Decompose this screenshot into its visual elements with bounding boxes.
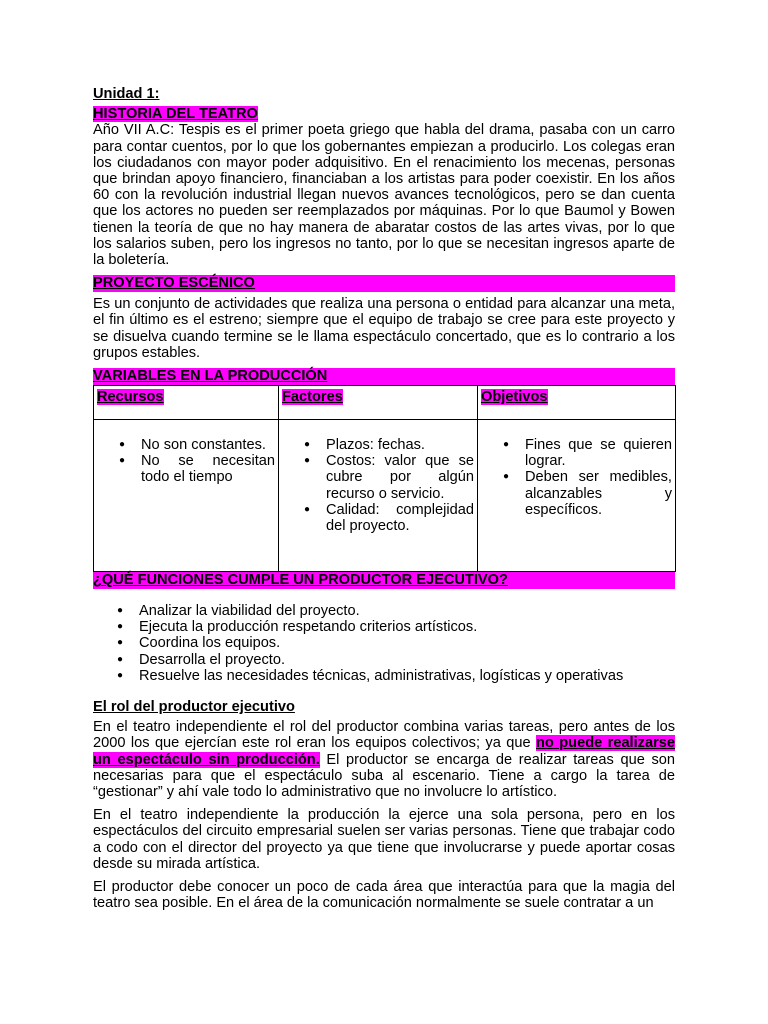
list-item: ● Desarrolla el proyecto. bbox=[139, 652, 675, 668]
recursos-list bbox=[97, 437, 275, 486]
funciones-heading-text: ¿QUÉ FUNCIONES CUMPLE UN PRODUCTOR EJECUTIVO? bbox=[93, 572, 675, 589]
rol-heading-text: El rol del productor ejecutivo bbox=[93, 699, 295, 716]
list-item: ● Deben ser medibles, alcanzables y específicos. bbox=[525, 469, 672, 518]
variables-heading-text: VARIABLES EN LA PRODUCCIÓN bbox=[93, 368, 675, 385]
cell-factores bbox=[279, 420, 478, 572]
document-body bbox=[93, 86, 675, 912]
rol-paragraph-1: En el teatro independiente el rol del productor combina varias tareas, pero antes de los 2000 los que ejercían este rol eran los equipos colectivos; ya que no puede realizarse un espectáculo sin producción. El productor se encarga de realizar tareas que son necesarias para que el espectáculo suba al escenario. Tiene a cargo la tarea de “gestionar” y ahí vale todo lo administrativo que no involucre lo artístico. bbox=[93, 719, 675, 801]
proyecto-paragraph: Es un conjunto de actividades que realiza una persona o entidad para alcanzar una meta, el fin último es el estreno; siempre que el equipo de trabajo se cree para este proyecto y se disuelva cuando termine se le llama espectáculo concertado, que es lo contrario a los grupos estables. bbox=[93, 296, 675, 361]
list-item: ● No se necesitan todo el tiempo bbox=[141, 453, 275, 485]
historia-heading-text: HISTORIA DEL TEATRO bbox=[93, 106, 258, 123]
section-heading-variables bbox=[93, 368, 675, 385]
list-item: ● Coordina los equipos. bbox=[139, 635, 675, 651]
proyecto-heading-text: PROYECTO ESCÉNICO bbox=[93, 275, 675, 292]
rol-highlight: no puede realizarse un espectáculo sin producción. bbox=[93, 735, 675, 768]
header-cell-recursos: Recursos bbox=[94, 386, 279, 420]
cell-objetivos bbox=[478, 420, 676, 572]
rol-paragraph-3: El productor debe conocer un poco de cada área que interactúa para que la magia del teatro sea posible. En el área de la comunicación normalmente se suele contratar a un bbox=[93, 879, 675, 912]
list-item: ● Plazos: fechas. bbox=[326, 437, 474, 453]
variables-body-row bbox=[94, 420, 676, 572]
rol-heading bbox=[93, 699, 675, 715]
list-item: ● Fines que se quieren lograr. bbox=[525, 437, 672, 469]
unit-title: Unidad 1: bbox=[93, 86, 160, 102]
section-heading-historia bbox=[93, 106, 675, 122]
section-heading-proyecto bbox=[93, 275, 675, 292]
list-item: ● No son constantes. bbox=[141, 437, 275, 453]
factores-list bbox=[282, 437, 474, 534]
list-item: ● Resuelve las necesidades técnicas, administrativas, logísticas y operativas bbox=[139, 668, 675, 684]
header-cell-factores: Factores bbox=[279, 386, 478, 420]
list-item: ● Ejecuta la producción respetando criterios artísticos. bbox=[139, 619, 675, 635]
header-cell-objetivos: Objetivos bbox=[478, 386, 676, 420]
list-item: ● Calidad: complejidad del proyecto. bbox=[326, 502, 474, 534]
section-heading-funciones bbox=[93, 572, 675, 589]
cell-recursos bbox=[94, 420, 279, 572]
variables-table bbox=[93, 385, 676, 572]
rol-paragraph-2: En el teatro independiente la producción la ejerce una sola persona, pero en los espectáculos del circuito empresarial suelen ser varias personas. Tiene que trabajar codo a codo con el director del proyecto ya que tiene que involucrarse y puede aportar cosas desde su mirada artística. bbox=[93, 807, 675, 872]
funciones-list bbox=[93, 603, 675, 684]
historia-paragraph: Año VII A.C: Tespis es el primer poeta griego que habla del drama, pasaba con un carro para contar cuentos, por lo que los gobernantes empiezan a producirlo. Los colegas eran los ciudadanos con mayor poder adquisitivo. En el renacimiento los mecenas, personas que brindan apoyo financiero, financiaban a los artistas para poder coexistir. En los años 60 con la revolución industrial llegan nuevos avances tecnológicos, pero se dan cuenta que los actores no pueden ser reemplazados por máquinas. Por lo que Baumol y Bowen tienen la teoría de que no hay manera de abaratar costos de las artes vivas, por lo que los salarios suben, pero los ingresos no tanto, por lo que se necesitan ingresos aparte de la boletería. bbox=[93, 122, 675, 269]
list-item: ● Costos: valor que se cubre por algún recurso o servicio. bbox=[326, 453, 474, 502]
list-item: ● Analizar la viabilidad del proyecto. bbox=[139, 603, 675, 619]
objetivos-list bbox=[481, 437, 672, 518]
variables-header-row bbox=[94, 386, 676, 420]
